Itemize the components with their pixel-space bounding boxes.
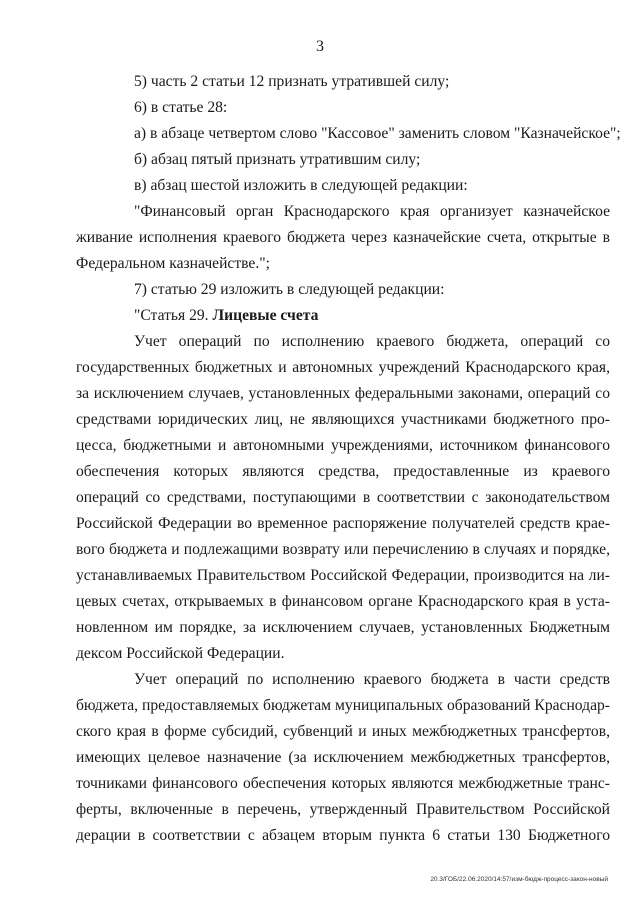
paragraph-line: ского края в форме субсидий, субвенций и иных межбюджетных трансфертов, (76, 723, 610, 740)
document-footer-code: 20.3/ГОБ/22.06.2020/14:57/изм-бюдж-процесс-закон-новый (430, 876, 608, 883)
paragraph-line: цесса, бюджетными и автономными учреждениями, источником финансового (76, 437, 610, 454)
paragraph-line: Российской Федерации во временное распоряжение получателей средств крае- (76, 515, 610, 532)
paragraph-line: за исключением случаев, установленных федеральными законами, операций со (76, 385, 610, 402)
article-heading (134, 306, 318, 326)
item-5: 5) часть 2 статьи 12 признать утратившей силу; (134, 73, 450, 90)
paragraph-line: новленном им порядке, за исключением случаев, установленных Бюджетным (76, 619, 610, 636)
paragraph-line: точниками финансового обеспечения которых являются межбюджетные транс- (76, 775, 610, 792)
item-6-a: а) в абзаце четвертом слово "Кассовое" заменить словом "Казначейское"; (134, 125, 621, 142)
paragraph-line: Учет операций по исполнению краевого бюджета, операций со (134, 333, 610, 350)
page-number: 3 (316, 38, 324, 55)
paragraph-line: дерации в соответствии с абзацем вторым пункта 6 статьи 130 Бюджетного (76, 827, 610, 844)
item-6-b: б) абзац пятый признать утратившим силу; (134, 151, 421, 168)
quote-line: живание исполнения краевого бюджета через казначейские счета, открытые в (76, 229, 610, 246)
paragraph-line: ферты, включенные в перечень, утвержденный Правительством Российской (76, 801, 610, 818)
item-6: 6) в статье 28: (134, 99, 228, 116)
paragraph-line: операций со средствами, поступающими в соответствии с законодательством (76, 489, 610, 506)
paragraph-line: устанавливаемых Правительством Российской Федерации, производится на ли- (76, 567, 610, 584)
paragraph-line: государственных бюджетных и автономных учреждений Краснодарского края, (76, 359, 610, 376)
paragraph-line: обеспечения которых являются средства, предоставленные из краевого (76, 463, 610, 480)
paragraph-line: вого бюджета и подлежащими возврату или перечислению в случаях и порядке, (76, 541, 610, 558)
paragraph-line: цевых счетах, открываемых в финансовом органе Краснодарского края в уста- (76, 593, 610, 610)
paragraph-line: имеющих целевое назначение (за исключением межбюджетных трансфертов, (76, 749, 610, 766)
article-title: Лицевые счета (212, 307, 319, 324)
quote-line: "Финансовый орган Краснодарского края организует казначейское (134, 203, 610, 220)
paragraph-line: средствами юридических лиц, не являющихся участниками бюджетного про- (76, 411, 610, 428)
item-6-v: в) абзац шестой изложить в следующей редакции: (134, 177, 468, 194)
quote-line: Федеральном казначействе."; (76, 255, 270, 272)
paragraph-line: Учет операций по исполнению краевого бюджета в части средств (134, 671, 610, 688)
article-prefix: "Статья 29. (134, 307, 213, 324)
paragraph-line: бюджета, предоставляемых бюджетам муниципальных образований Краснодар- (76, 697, 610, 714)
item-7: 7) статью 29 изложить в следующей редакции: (134, 281, 445, 298)
paragraph-line: дексом Российской Федерации. (76, 645, 285, 662)
